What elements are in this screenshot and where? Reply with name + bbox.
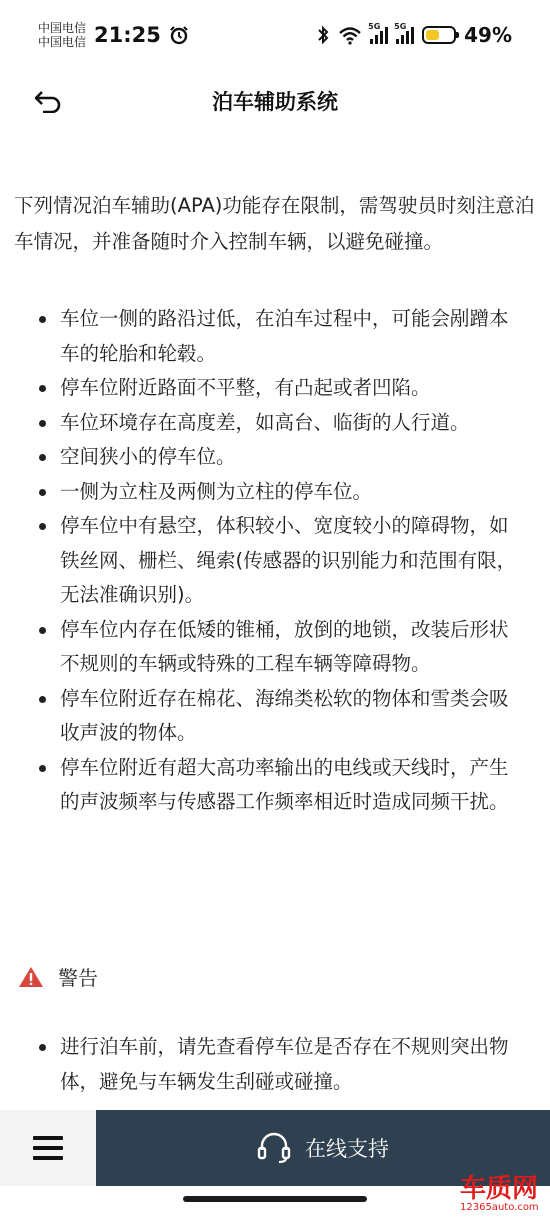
list-item: 车位环境存在高度差，如高台、临街的人行道。 bbox=[0, 406, 550, 441]
carrier-1: 中国电信 bbox=[38, 21, 87, 35]
menu-button[interactable] bbox=[0, 1110, 96, 1186]
warning-label: 警告 bbox=[58, 966, 98, 990]
signal-1-icon bbox=[368, 22, 388, 44]
content-area[interactable] bbox=[0, 140, 550, 1110]
watermark-brand: 车质网 bbox=[460, 1174, 539, 1204]
status-icons bbox=[316, 23, 512, 47]
back-arrow-icon bbox=[33, 89, 63, 113]
battery-percent: 49% bbox=[464, 23, 512, 47]
carrier-info bbox=[38, 21, 86, 49]
battery-fill bbox=[426, 30, 439, 40]
menu-icon bbox=[33, 1130, 63, 1166]
clock: 21:25 bbox=[94, 23, 161, 47]
warning-heading bbox=[18, 962, 98, 991]
list-item: 停车位内存在低矮的锥桶，放倒的地锁，改装后形状不规则的车辆或特殊的工程车辆等障碍物。 bbox=[0, 613, 550, 682]
back-button[interactable] bbox=[30, 84, 66, 118]
signal-2-icon bbox=[394, 22, 414, 44]
intro-paragraph: 下列情况泊车辅助(APA)功能存在限制，需驾驶员时刻注意泊车情况，并准备随时介入控制车辆，以避免碰撞。 bbox=[14, 194, 535, 253]
wifi-icon bbox=[338, 25, 362, 45]
warning-triangle-icon bbox=[18, 965, 44, 989]
alarm-icon bbox=[169, 25, 189, 45]
carrier-2: 中国电信 bbox=[38, 35, 87, 49]
signal-2-tag: 5G bbox=[394, 22, 407, 31]
support-label: 在线支持 bbox=[305, 1137, 389, 1161]
bluetooth-icon bbox=[316, 25, 330, 45]
watermark-logo bbox=[460, 1176, 546, 1216]
list-item: 停车位附近路面不平整，有凸起或者凹陷。 bbox=[0, 371, 550, 406]
list-item: 进行泊车前，请先查看停车位是否存在不规则突出物体，避免与车辆发生刮碰或碰撞。 bbox=[0, 1030, 550, 1099]
watermark-site: 12365auto.com bbox=[460, 1202, 539, 1213]
list-item: 停车位附近存在棉花、海绵类松软的物体和雪类会吸收声波的物体。 bbox=[0, 682, 550, 751]
list-item: 一侧为立柱及两侧为立柱的停车位。 bbox=[0, 475, 550, 510]
battery-icon bbox=[422, 26, 456, 44]
page-title: 泊车辅助系统 bbox=[212, 90, 338, 114]
headset-icon bbox=[257, 1132, 291, 1164]
status-bar bbox=[0, 0, 550, 70]
list-item: 空间狭小的停车位。 bbox=[0, 440, 550, 475]
nav-header bbox=[0, 70, 550, 132]
list-item: 停车位中有悬空，体积较小、宽度较小的障碍物，如铁丝网、栅栏、绳索(传感器的识别能力和范围有限，无法准确识别)。 bbox=[0, 509, 550, 613]
list-item: 停车位附近有超大高功率输出的电线或天线时，产生的声波频率与传感器工作频率相近时造成同频干扰。 bbox=[0, 751, 550, 820]
home-indicator[interactable] bbox=[183, 1196, 367, 1202]
limitations-list bbox=[0, 302, 550, 820]
signal-1-tag: 5G bbox=[368, 22, 381, 31]
warnings-list bbox=[0, 1030, 550, 1099]
list-item: 车位一侧的路沿过低，在泊车过程中，可能会剐蹭本车的轮胎和轮毂。 bbox=[0, 302, 550, 371]
